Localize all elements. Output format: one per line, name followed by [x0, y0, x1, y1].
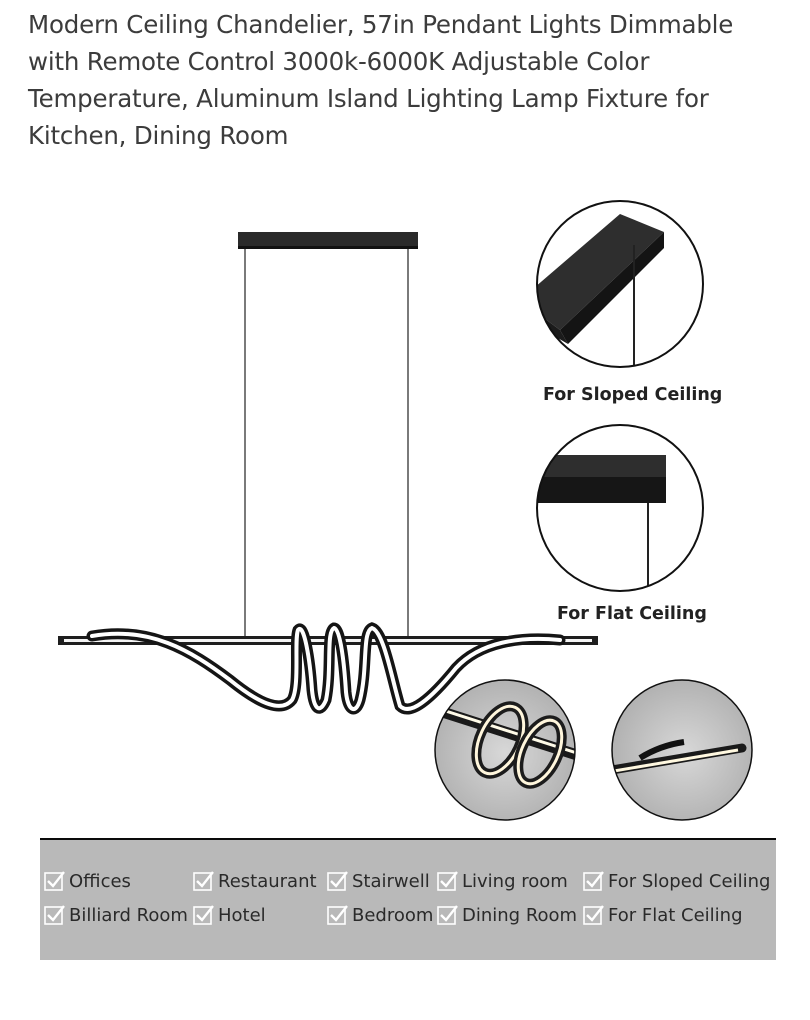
swirl-closeup-detail: [430, 678, 580, 828]
room-label: Bedroom: [352, 904, 434, 926]
checkmark-icon: [437, 904, 459, 926]
room-item: [437, 904, 577, 926]
checkmark-icon: [437, 870, 459, 892]
checkmark-icon: [327, 870, 349, 892]
room-item: [44, 904, 188, 926]
room-item: [193, 904, 266, 926]
room-label: Hotel: [218, 904, 266, 926]
checkmark-icon: [193, 904, 215, 926]
room-item: [327, 870, 430, 892]
sloped-ceiling-label: For Sloped Ceiling: [543, 385, 723, 405]
room-label: Restaurant: [218, 870, 317, 892]
room-item: [583, 904, 743, 926]
room-label: Billiard Room: [69, 904, 188, 926]
checkmark-icon: [44, 904, 66, 926]
room-label: For Sloped Ceiling: [608, 870, 771, 892]
room-label: For Flat Ceiling: [608, 904, 743, 926]
room-label: Stairwell: [352, 870, 430, 892]
checkmark-icon: [583, 870, 605, 892]
chandelier-illustration: [58, 232, 598, 709]
room-label: Dining Room: [462, 904, 578, 926]
flat-ceiling-label: For Flat Ceiling: [557, 604, 707, 624]
room-item: [44, 870, 131, 892]
room-label: Living room: [462, 870, 568, 892]
checkmark-icon: [193, 870, 215, 892]
room-usage-panel: [40, 840, 776, 960]
room-item: [583, 870, 770, 892]
room-item: [193, 870, 317, 892]
room-item: [437, 870, 568, 892]
sloped-ceiling-detail: [520, 195, 710, 380]
product-title: Modern Ceiling Chandelier, 57in Pendant Lights Dimmable with Remote Control 3000k-6000K Adjustable Color Temperature, Aluminum Island Lighting Lamp Fixture for Kitchen, Dining Room: [28, 10, 734, 150]
checkmark-icon: [44, 870, 66, 892]
flat-ceiling-detail: [530, 420, 710, 600]
room-item: [327, 904, 433, 926]
bar-end-detail: [610, 678, 760, 828]
room-label: Offices: [69, 870, 131, 892]
checkmark-icon: [583, 904, 605, 926]
checkmark-icon: [327, 904, 349, 926]
